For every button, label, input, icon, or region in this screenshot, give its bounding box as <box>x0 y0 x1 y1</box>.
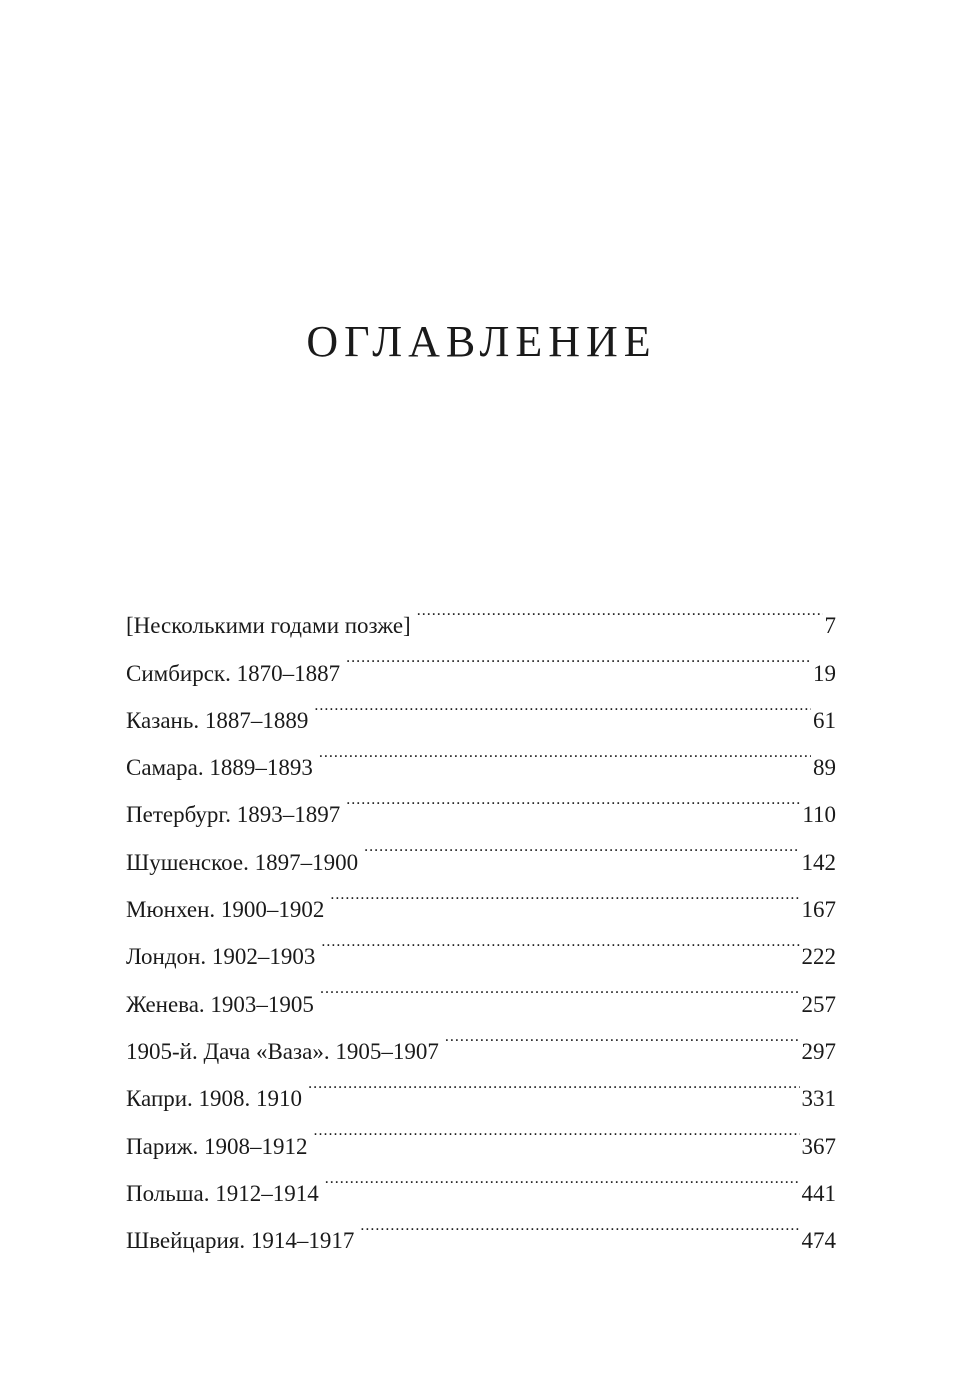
toc-entry-title: Женева. 1903–1905 <box>126 991 314 1017</box>
toc-page-number: 61 <box>813 707 836 733</box>
toc-dot-leader <box>319 728 811 775</box>
toc-dot-leader <box>330 870 799 917</box>
toc-entry-title: Польша. 1912–1914 <box>126 1180 319 1206</box>
toc-entry-title: Лондон. 1902–1903 <box>126 944 316 970</box>
toc-page-number: 297 <box>801 1038 836 1064</box>
toc-page-number: 257 <box>801 991 836 1017</box>
toc-dot-leader <box>325 1154 800 1201</box>
toc-dot-leader <box>308 1059 799 1106</box>
toc-dot-leader <box>320 964 800 1011</box>
toc-dot-leader <box>346 633 811 680</box>
toc-dot-leader <box>445 1012 800 1059</box>
toc-entry-title: Мюнхен. 1900–1902 <box>126 897 325 923</box>
toc-page-number: 367 <box>801 1133 836 1159</box>
toc-page-number: 89 <box>813 755 836 781</box>
toc-entry-title: Казань. 1887–1889 <box>126 707 309 733</box>
table-of-contents <box>126 586 836 1254</box>
toc-entry-title: Петербург. 1893–1897 <box>126 802 341 828</box>
toc-dot-leader <box>321 917 799 964</box>
toc-page-number: 222 <box>801 944 836 970</box>
toc-entry-title: Симбирск. 1870–1887 <box>126 660 341 686</box>
page-title: ОГЛАВЛЕНИЕ <box>306 317 657 366</box>
toc-entry-title: Париж. 1908–1912 <box>126 1133 308 1159</box>
toc-entry-title: 1905-й. Дача «Ваза». 1905–1907 <box>126 1038 439 1064</box>
toc-page-number: 110 <box>802 802 836 828</box>
toc-dot-leader <box>360 1201 799 1248</box>
toc-entry-title: Капри. 1908. 1910 <box>126 1086 303 1112</box>
toc-dot-leader <box>346 775 800 822</box>
toc-dot-leader <box>364 822 799 869</box>
toc-entry-title: Самара. 1889–1893 <box>126 755 313 781</box>
toc-entry-title: Шушенское. 1897–1900 <box>126 849 359 875</box>
toc-page-number: 331 <box>801 1086 836 1112</box>
toc-entry-title: Швейцария. 1914–1917 <box>126 1228 355 1254</box>
toc-dot-leader <box>417 586 823 633</box>
toc-dot-leader <box>314 1106 800 1153</box>
toc-page-number: 441 <box>801 1180 836 1206</box>
toc-page-number: 142 <box>801 849 836 875</box>
toc-page-number: 474 <box>801 1228 836 1254</box>
toc-page-number: 19 <box>813 660 836 686</box>
toc-page-number: 167 <box>801 897 836 923</box>
toc-dot-leader <box>314 681 811 728</box>
toc-entry <box>126 586 836 639</box>
toc-page-number: 7 <box>824 613 836 639</box>
toc-entry-title: [Несколькими годами позже] <box>126 613 411 639</box>
